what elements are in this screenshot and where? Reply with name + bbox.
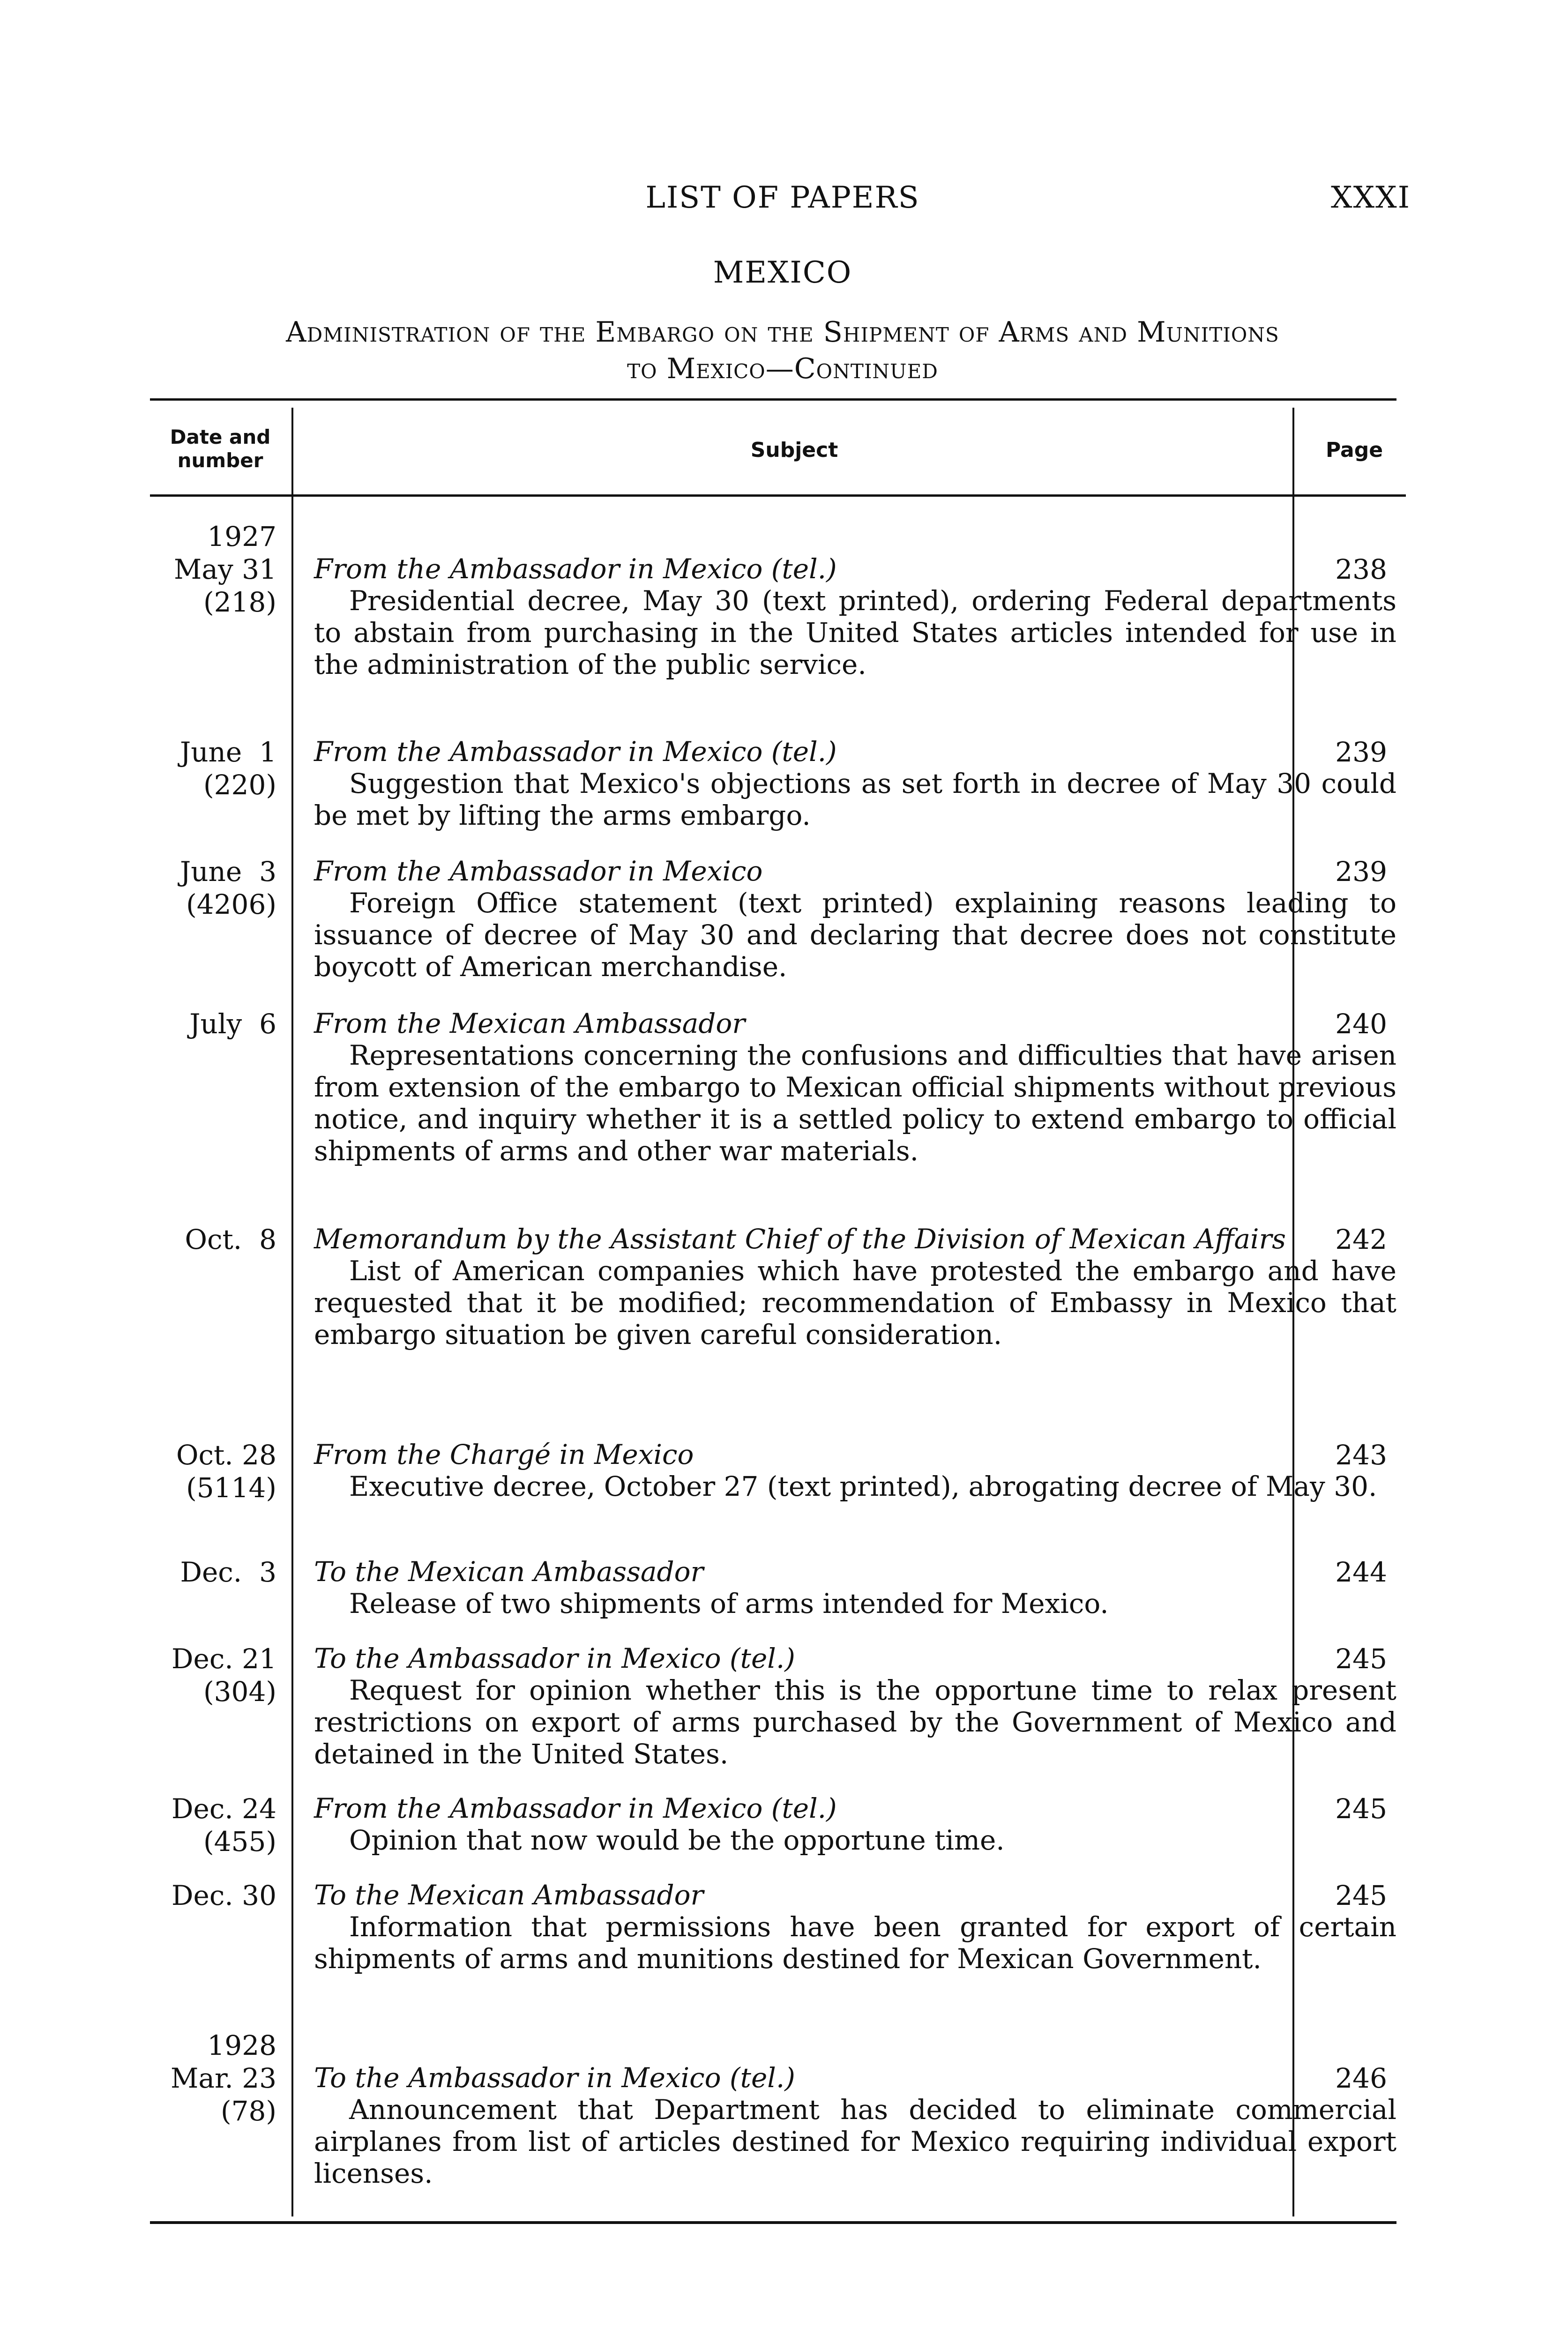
entry-subject	[314, 736, 1396, 831]
entry-page: 239	[1335, 736, 1387, 768]
entry-addressee: To the Mexican Ambassador	[314, 1879, 704, 1911]
entry-description: Information that permissions have been granted for export of certain shipments of arms and munitions destined for Mexican Government.	[314, 1911, 1396, 1975]
entry-description: Executive decree, October 27 (text printed), abrogating decree of May 30.	[349, 1470, 1377, 1502]
page-number: XXXI	[1331, 180, 1411, 215]
running-head	[155, 180, 1411, 218]
entry-date: 1928 Mar. 23 (78)	[171, 2030, 276, 2127]
entry-date: Oct. 8	[185, 1224, 276, 1255]
entry-subject	[314, 855, 1396, 983]
entry-page: 246	[1335, 2062, 1387, 2094]
country-heading: MEXICO	[713, 255, 852, 290]
entry-subject	[314, 1792, 1396, 1856]
entry-addressee: To the Mexican Ambassador	[314, 1556, 704, 1588]
entry-description: List of American companies which have protested the embargo and have requested that it be modified; recommendation of Embassy in Mexico that embargo situation be given careful consideration.	[314, 1255, 1396, 1351]
entry-subject	[314, 2062, 1396, 2189]
entry-addressee: From the Mexican Ambassador	[314, 1007, 746, 1039]
entry-page: 245	[1335, 1643, 1387, 1675]
table-top-rule	[150, 398, 1396, 401]
entry-page: 245	[1335, 1880, 1387, 1911]
entry-addressee: From the Ambassador in Mexico (tel.)	[314, 1792, 837, 1824]
entry-subject	[314, 1556, 1396, 1619]
entry-page: 245	[1335, 1793, 1387, 1825]
entry-description: Representations concerning the confusions and difficulties that have arisen from extension of the embargo to Mexican official shipments without previous notice, and inquiry whether it is a settled policy to extend embargo to official shipments of arms and other war materials.	[314, 1039, 1396, 1167]
entry-page: 240	[1335, 1008, 1387, 1040]
entry-description: Foreign Office statement (text printed) explaining reasons leading to issuance of decree of May 30 and declaring that decree does not constitute boycott of American merchandise.	[314, 887, 1396, 983]
entry-addressee: From the Ambassador in Mexico (tel.)	[314, 553, 837, 585]
column-divider-left	[291, 408, 293, 2216]
entry-addressee: From the Ambassador in Mexico (tel.)	[314, 736, 837, 768]
section-title-line-1: Administration of the Embargo on the Shipment of Arms and Munitions	[286, 316, 1279, 349]
column-header-page: Page	[1325, 438, 1383, 462]
entry-date: Dec. 3	[180, 1556, 276, 1588]
entry-subject	[314, 1642, 1396, 1770]
entry-description: Presidential decree, May 30 (text printed), ordering Federal departments to abstain from purchasing in the United States articles intended for use in the administration of the public service.	[314, 585, 1396, 680]
entry-page: 238	[1335, 553, 1387, 585]
section-title	[150, 314, 1415, 387]
entry-date: June 1 (220)	[179, 736, 276, 801]
entry-addressee: To the Ambassador in Mexico (tel.)	[314, 1642, 795, 1674]
entry-page: 239	[1335, 856, 1387, 888]
entry-date: Dec. 30	[172, 1880, 276, 1911]
entry-addressee: From the Chargé in Mexico	[314, 1439, 694, 1470]
entry-page: 243	[1335, 1439, 1387, 1471]
table-header-rule	[150, 494, 1406, 497]
entry-date: Dec. 21 (304)	[172, 1643, 276, 1708]
entry-page: 244	[1335, 1556, 1387, 1588]
entry-subject	[314, 1007, 1396, 1167]
entry-description: Opinion that now would be the opportune time.	[349, 1824, 1005, 1856]
section-title-line-2: to Mexico—Continued	[627, 352, 938, 385]
entry-date: 1927 May 31 (218)	[174, 521, 276, 618]
entry-date: Oct. 28 (5114)	[176, 1439, 276, 1504]
entry-description: Suggestion that Mexico's objections as set forth in decree of May 30 could be met by lifting the arms embargo.	[314, 768, 1396, 831]
entry-addressee: To the Ambassador in Mexico (tel.)	[314, 2062, 795, 2094]
entry-description: Release of two shipments of arms intended for Mexico.	[349, 1588, 1109, 1619]
entry-page: 242	[1335, 1224, 1387, 1255]
entry-date: Dec. 24 (455)	[172, 1793, 276, 1858]
entry-date: June 3 (4206)	[179, 856, 276, 920]
entry-description: Announcement that Department has decided to eliminate commercial airplanes from list of articles destined for Mexico requiring individual export licenses.	[314, 2094, 1396, 2189]
entry-addressee: From the Ambassador in Mexico	[314, 855, 763, 887]
column-header-subject: Subject	[750, 438, 838, 462]
entry-subject	[314, 1879, 1396, 1975]
entry-description: Request for opinion whether this is the opportune time to relax present restrictions on export of arms purchased by the Government of Mexico and detained in the United States.	[314, 1674, 1396, 1770]
column-header-date: Date and number	[170, 425, 271, 472]
entry-subject	[314, 553, 1396, 680]
table-bottom-rule	[150, 2221, 1396, 2224]
running-head-title: LIST OF PAPERS	[645, 180, 920, 215]
entry-subject	[314, 1439, 1396, 1502]
entry-date: July 6	[189, 1008, 276, 1040]
entry-addressee: Memorandum by the Assistant Chief of the Division of Mexican Affairs	[314, 1223, 1286, 1255]
entry-subject	[314, 1223, 1396, 1351]
